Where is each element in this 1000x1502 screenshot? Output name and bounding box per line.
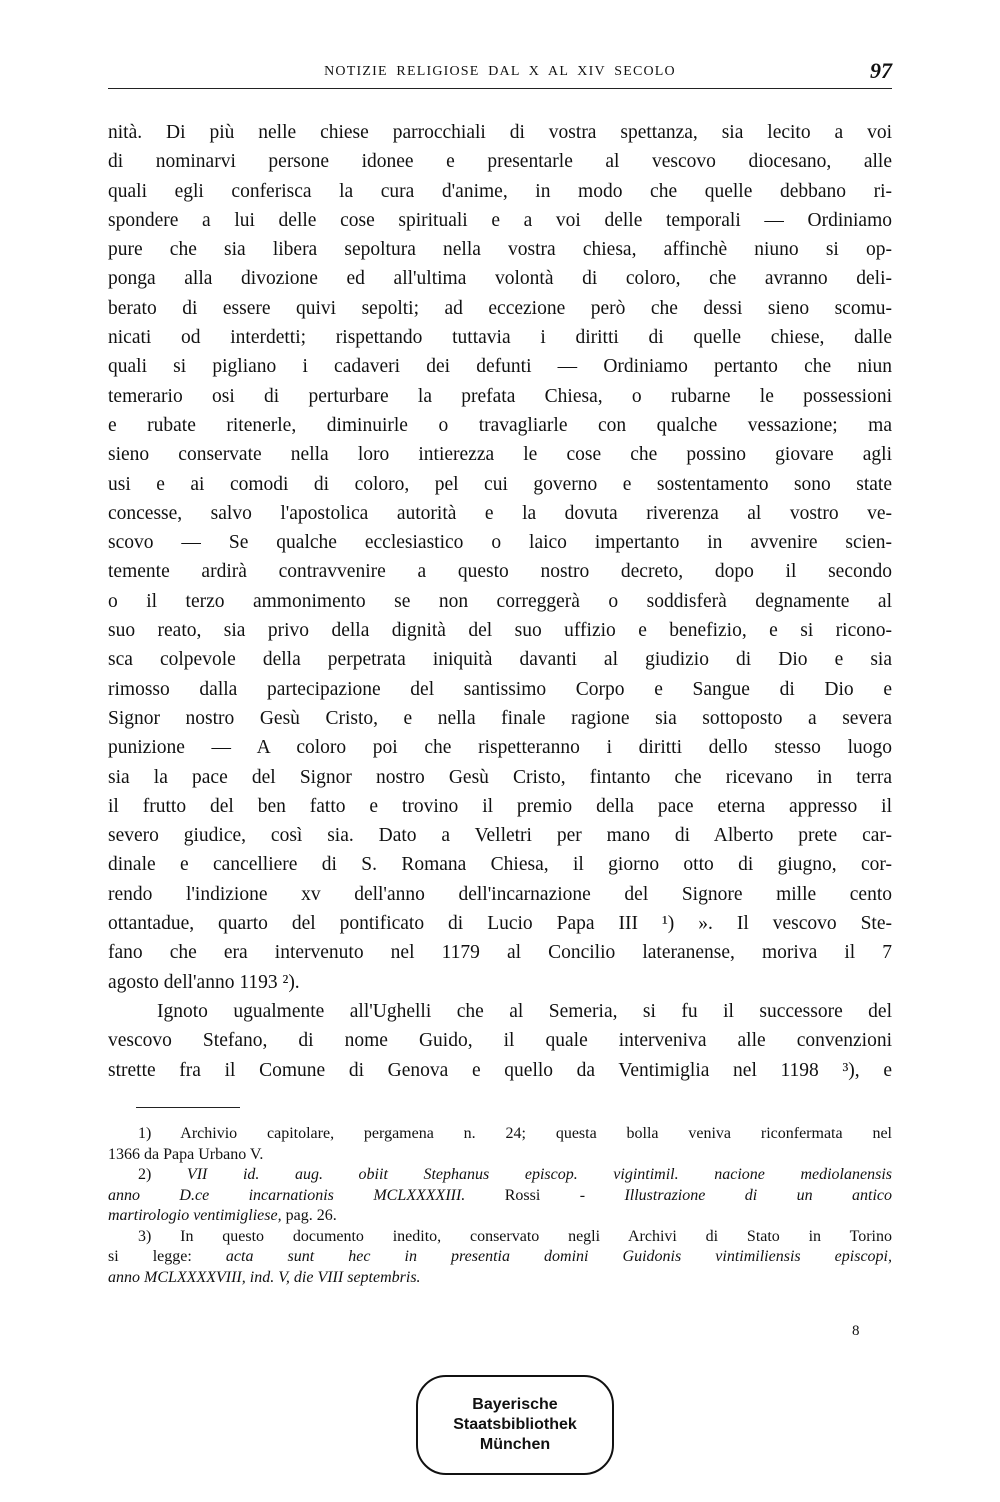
body-line: spondere a lui delle cose spirituali e a voi delle temporali — Ordiniamo: [108, 209, 892, 231]
footnote-marker: 2): [138, 1166, 187, 1183]
footnote-work-title: Illustrazione di un antico: [624, 1186, 893, 1204]
body-line: berato di essere quivi sepolti; ad eccezione però che dessi sieno scomu-: [108, 297, 892, 319]
footnote-page-ref: pag. 26.: [281, 1207, 337, 1224]
running-header: [108, 58, 892, 89]
footnote-line: 3) In questo documento inedito, conservato negli Archivi di Stato in Torino: [138, 1227, 892, 1245]
footnote-latin-text: anno D.ce incarnationis MCLXXXXIII.: [108, 1186, 466, 1204]
footnotes: [108, 1124, 892, 1288]
running-title: NOTIZIE RELIGIOSE DAL X AL XIV SECOLO: [324, 64, 676, 79]
body-line: e rubate ritenerle, diminuirle o travagliarle con qualche vessazione; ma: [108, 414, 892, 436]
footnote-author: Rossi -: [465, 1186, 625, 1204]
footnote-latin-text: anno MCLXXXXVIII, ind. V, die VIII septembris.: [108, 1268, 421, 1286]
page-number: 97: [870, 58, 892, 83]
stamp-line: Staatsbibliothek: [453, 1416, 577, 1433]
footnote-line: 1) Archivio capitolare, pergamena n. 24; questa bolla veniva riconfermata nel: [138, 1125, 892, 1142]
signature-mark: 8: [852, 1323, 860, 1339]
library-stamp: [416, 1375, 614, 1475]
body-line: rendo l'indizione xv dell'anno dell'incarnazione del Signore mille cento: [108, 883, 892, 905]
body-line: quali egli conferisca la cura d'anime, in modo che quelle debbano ri-: [108, 180, 892, 202]
body-line: temente ardirà contravvenire a questo nostro decreto, dopo il secondo: [108, 561, 892, 583]
body-line: strette fra il Comune di Genova e quello da Ventimiglia nel 1198 ³), e: [108, 1059, 892, 1081]
body-line: vescovo Stefano, di nome Guido, il quale interveniva alle convenzioni: [108, 1030, 892, 1052]
body-line: quali si pigliano i cadaveri dei defunti — Ordiniamo pertanto che niun: [108, 356, 892, 378]
body-line: suo reato, sia privo della dignità del suo uffizio e benefizio, e si ricono-: [108, 620, 892, 642]
body-line: pure che sia libera sepoltura nella vostra chiesa, affinchè niuno si op-: [108, 239, 892, 261]
body-line: sca colpevole della perpetrata iniquità davanti al giudizio di Dio e sia: [108, 649, 892, 671]
body-line: agosto dell'anno 1193 ²).: [108, 971, 300, 993]
footnote-line: [108, 1186, 892, 1207]
footnote-line: [108, 1268, 892, 1289]
stamp-line: München: [479, 1436, 551, 1453]
body-line: Signor nostro Gesù Cristo, e nella finale ragione sia sottoposto a severa: [108, 707, 892, 729]
footnote-line: [108, 1165, 892, 1186]
body-line: sia la pace del Signor nostro Gesù Cristo, fintanto che ricevano in terra: [108, 766, 892, 788]
footnote-line: [108, 1206, 892, 1227]
body-line: Ignoto ugualmente all'Ughelli che al Semeria, si fu il successore del: [157, 1000, 892, 1022]
body-line: usi e ai comodi di coloro, pel cui governo e sostentamento sono state: [108, 473, 892, 495]
body-line: scovo — Se qualche ecclesiastico o laico impertanto in avvenire scien-: [108, 532, 892, 554]
body-line: nicati od interdetti; rispettando tuttavia i diritti di quelle chiese, dalle: [108, 327, 892, 349]
footnote-text: si legge:: [108, 1248, 226, 1265]
body-line: il frutto del ben fatto e trovino il premio della pace eterna appresso il: [108, 795, 892, 817]
footnote-latin-text: VII id. aug. obiit Stephanus episcop. vigintimil. nacione mediolanensis: [186, 1166, 892, 1183]
body-line: o il terzo ammonimento se non correggerà o soddisferà degnamente al: [108, 590, 892, 612]
stamp-line: Bayerische: [472, 1396, 558, 1413]
body-line: ottantadue, quarto del pontificato di Lucio Papa III ¹) ». Il vescovo Ste-: [108, 913, 892, 935]
body-line: punizione — A coloro poi che rispetteranno i diritti dello stesso luogo: [108, 737, 892, 759]
footnote-line: 1366 da Papa Urbano V.: [108, 1145, 264, 1163]
footnote-divider: [136, 1107, 240, 1108]
body-line: severo giudice, così sia. Dato a Velletri per mano di Alberto prete car-: [108, 825, 892, 847]
body-text: [108, 118, 892, 1085]
footnote-line: [108, 1247, 892, 1268]
body-line: ponga alla divozione ed all'ultima volontà di coloro, che avranno deli-: [108, 268, 892, 290]
body-line: nità. Di più nelle chiese parrocchiali di vostra spettanza, sia lecito a voi: [108, 122, 892, 143]
footnote-work-title: martirologio ventimigliese,: [108, 1207, 282, 1224]
body-line: dinale e cancelliere di S. Romana Chiesa, il giorno otto di giugno, cor-: [108, 854, 892, 876]
body-line: fano che era intervenuto nel 1179 al Concilio lateranense, moriva il 7: [108, 942, 892, 964]
body-line: sieno conservate nella loro intierezza le cose che possino giovare agli: [108, 444, 892, 466]
body-line: temerario osi di perturbare la prefata Chiesa, o rubarne le possessioni: [108, 385, 892, 407]
body-line: rimosso dalla partecipazione del santissimo Corpo e Sangue di Dio e: [108, 678, 892, 700]
body-line: concesse, salvo l'apostolica autorità e la dovuta riverenza al vostro ve-: [108, 502, 892, 524]
footnote-latin-text: acta sunt hec in presentia domini Guidonis vintimiliensis episcopi,: [225, 1248, 893, 1265]
body-line: di nominarvi persone idonee e presentarle al vescovo diocesano, alle: [108, 151, 892, 173]
